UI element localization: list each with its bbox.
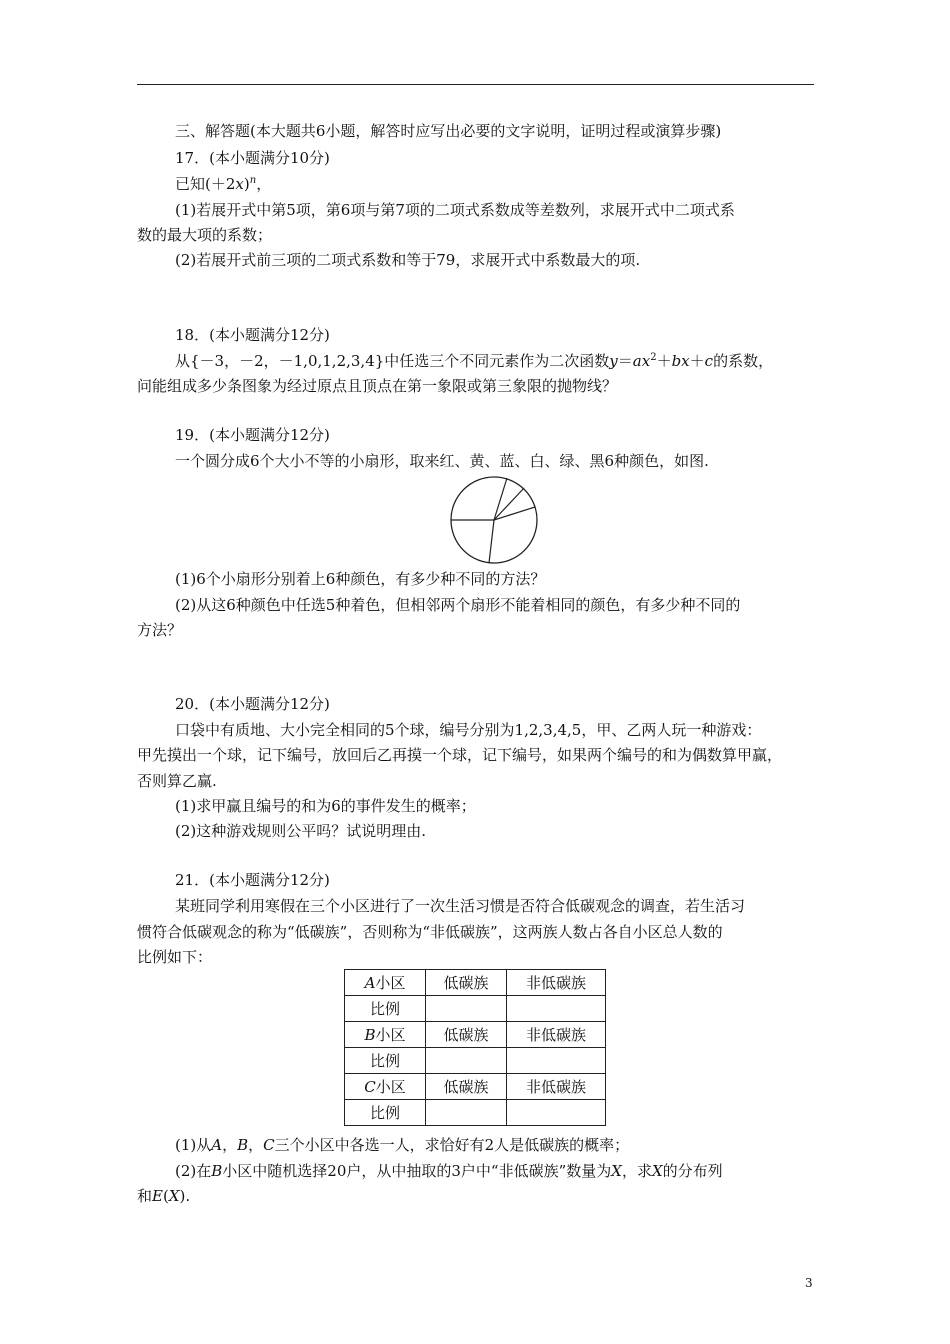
table-row: [345, 1048, 606, 1074]
table-cell: B小区: [345, 1022, 426, 1048]
table-cell: [426, 1100, 507, 1126]
q20-part1: (1)求甲赢且编号的和为6的事件发生的概率；: [175, 797, 476, 815]
q21-line3: 比例如下：: [137, 948, 213, 966]
q20-line2: 甲先摸出一个球，记下编号，放回后乙再摸一个球，记下编号，如果两个编号的和为偶数算甲赢，: [137, 746, 783, 764]
q21-line2: 惯符合低碳观念的称为“低碳族”，否则称为“非低碳族”，这两族人数占各自小区总人数的: [137, 923, 723, 941]
sector-divider-bottom: [489, 520, 494, 563]
q17-part1-line2: 数的最大项的系数；: [137, 226, 273, 244]
q21-part2-line2: 和E(X).: [137, 1187, 191, 1205]
q17-header: 17．(本小题满分10分): [175, 149, 330, 167]
q17-given: 已知$(+2x)^n$，: [175, 175, 272, 193]
table-cell: 非低碳族: [507, 1022, 606, 1048]
sector-circle-figure: [448, 475, 540, 565]
table-cell: 比例: [345, 1100, 426, 1126]
table-row: [345, 996, 606, 1022]
table-cell: 比例: [345, 996, 426, 1022]
table-row: [345, 970, 606, 996]
table-cell: [507, 1100, 606, 1126]
page-number: 3: [805, 1276, 813, 1290]
q19-header: 19．(本小题满分12分): [175, 426, 330, 444]
q17-part1-line1: (1)若展开式中第5项，第6项与第7项的二项式系数成等差数列，求展开式中二项式系: [175, 201, 735, 219]
table-cell: [426, 1048, 507, 1074]
header-rule: [137, 84, 814, 85]
table-cell: 比例: [345, 1048, 426, 1074]
section-heading: 三、解答题(本大题共6小题，解答时应写出必要的文字说明，证明过程或演算步骤): [175, 122, 722, 140]
table-row: [345, 1100, 606, 1126]
table-cell: A小区: [345, 970, 426, 996]
q18-line1: 从{－3，－2，－1,0,1,2,3,4}中任选三个不同元素作为二次函数$y=ax^2+bx+c$的系数，: [175, 352, 774, 370]
table-cell: [507, 996, 606, 1022]
q19-part2-line1: (2)从这6种颜色中任选5种着色，但相邻两个扇形不能着相同的颜色，有多少种不同的: [175, 596, 741, 614]
q20-part2: (2)这种游戏规则公平吗？试说明理由.: [175, 822, 427, 840]
q21-header: 21．(本小题满分12分): [175, 871, 330, 889]
table-cell: C小区: [345, 1074, 426, 1100]
q19-intro: 一个圆分成6个大小不等的小扇形，取来红、黄、蓝、白、绿、黑6种颜色，如图.: [175, 452, 709, 470]
q17-part2: (2)若展开式前三项的二项式系数和等于79，求展开式中系数最大的项.: [175, 251, 641, 269]
table-cell: 低碳族: [426, 1074, 507, 1100]
q21-line1: 某班同学利用寒假在三个小区进行了一次生活习惯是否符合低碳观念的调查，若生活习: [175, 897, 746, 915]
q19-part1: (1)6个小扇形分别着上6种颜色，有多少种不同的方法？: [175, 570, 546, 588]
ratio-table: [344, 969, 606, 1126]
table-cell: 低碳族: [426, 970, 507, 996]
table-cell: [507, 1048, 606, 1074]
q19-part2-line2: 方法？: [137, 621, 183, 639]
table-cell: 低碳族: [426, 1022, 507, 1048]
q20-header: 20．(本小题满分12分): [175, 695, 330, 713]
table-row: [345, 1022, 606, 1048]
q21-part2-line1: (2)在B小区中随机选择20户，从中抽取的3户中“非低碳族”数量为X，求X的分布列: [175, 1162, 723, 1180]
q18-line2: 问能组成多少条图象为经过原点且顶点在第一象限或第三象限的抛物线？: [137, 377, 618, 395]
table-row: [345, 1074, 606, 1100]
table-cell: 非低碳族: [507, 970, 606, 996]
q18-header: 18．(本小题满分12分): [175, 326, 330, 344]
q21-part1: (1)从A，B，C三个小区中各选一人，求恰好有2人是低碳族的概率；: [175, 1136, 630, 1154]
q20-line1: 口袋中有质地、大小完全相同的5个球，编号分别为1,2,3,4,5，甲、乙两人玩一种游戏：: [175, 721, 762, 739]
q20-line3: 否则算乙赢.: [137, 772, 217, 790]
table-cell: 非低碳族: [507, 1074, 606, 1100]
table-cell: [426, 996, 507, 1022]
